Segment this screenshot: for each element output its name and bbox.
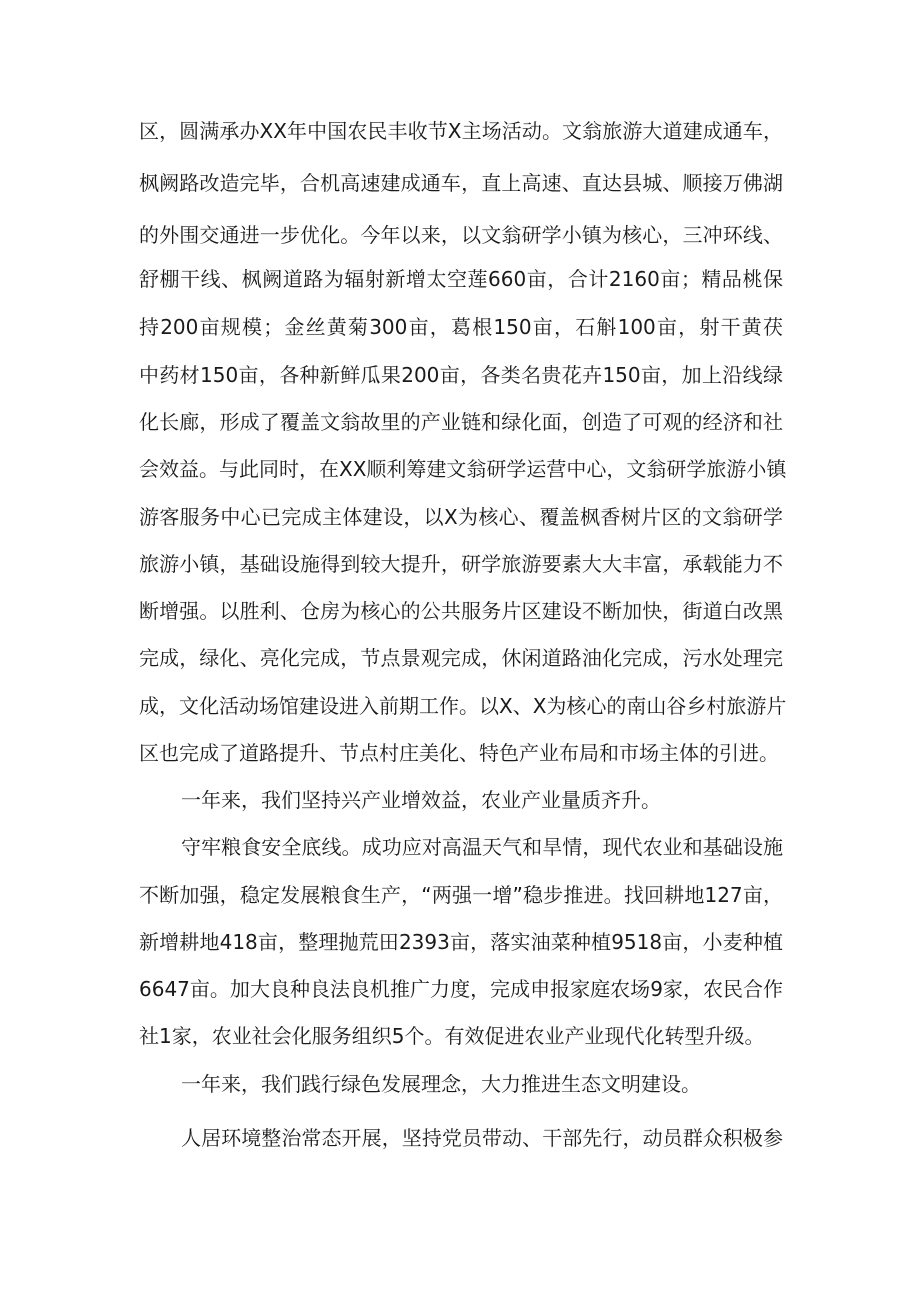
text-line: 新增耕地418亩，整理抛荒田2393亩，落实油菜种植9518亩，小麦种植 [139,930,783,954]
paragraph-heading: 一年来，我们践行绿色发展理念，大力推进生态文明建设。 [181,1072,701,1096]
text-line: 人居环境整治常态开展，坚持党员带动、干部先行，动员群众积极参 [181,1126,783,1150]
text-line: 会效益。与此同时，在XX顺利筹建文翁研学运营中心，文翁研学旅游小镇 [139,457,787,481]
text-line: 6647亩。加大良种良法良机推广力度，完成申报家庭农场9家，农民合作 [139,977,783,1001]
text-line: 成，文化活动场馆建设进入前期工作。以X、X为核心的南山谷乡村旅游片 [139,694,787,718]
text-line: 的外围交通进一步优化。今年以来，以文翁研学小镇为核心，三冲环线、 [139,223,783,247]
text-line: 游客服务中心已完成主体建设，以X为核心、覆盖枫香树片区的文翁研学 [139,505,783,529]
paragraph-heading: 一年来，我们坚持兴产业增效益，农业产业量质齐升。 [181,788,661,812]
text-line: 区，圆满承办XX年中国农民丰收节X主场活动。文翁旅游大道建成通车， [139,119,783,143]
text-line: 完成，绿化、亮化完成，节点景观完成，休闲道路油化完成，污水处理完 [139,646,783,670]
text-line: 枫阙路改造完毕，合机高速建成通车，直上高速、直达县城、顺接万佛湖 [139,171,783,195]
text-line: 舒棚干线、枫阙道路为辐射新增太空莲660亩，合计2160亩；精品桃保 [139,267,783,291]
text-line: 化长廊，形成了覆盖文翁故里的产业链和绿化面，创造了可观的经济和社 [139,410,783,434]
text-line: 社1家，农业社会化服务组织5个。有效促进农业产业现代化转型升级。 [139,1024,765,1048]
text-line: 持200亩规模；金丝黄菊300亩，葛根150亩，石斛100亩，射干黄茯 [139,315,783,339]
text-line: 守牢粮食安全底线。成功应对高温天气和旱情，现代农业和基础设施 [181,835,783,859]
text-line: 旅游小镇，基础设施得到较大提升，研学旅游要素大大丰富，承载能力不 [139,552,783,576]
text-line: 区也完成了道路提升、节点村庄美化、特色产业布局和市场主体的引进。 [139,741,779,765]
text-line: 断增强。以胜利、仓房为核心的公共服务片区建设不断加快，街道白改黑 [139,599,783,623]
text-line: 中药材150亩，各种新鲜瓜果200亩，各类名贵花卉150亩，加上沿线绿 [139,363,783,387]
text-line: 不断加强，稳定发展粮食生产，“两强一增”稳步推进。找回耕地127亩， [139,883,783,907]
